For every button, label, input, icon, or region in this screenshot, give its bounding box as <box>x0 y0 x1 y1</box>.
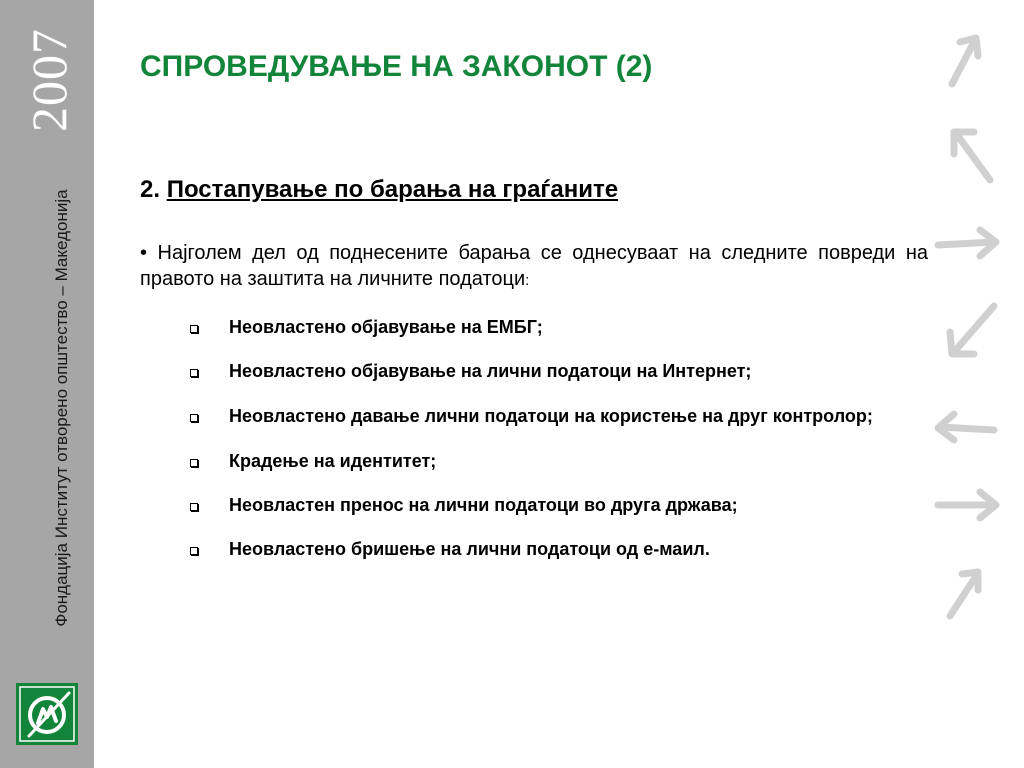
year-label: 2007 <box>21 28 77 132</box>
list-item <box>188 405 928 427</box>
intro-colon: : <box>525 272 530 289</box>
arrow-right-icon <box>938 492 996 518</box>
arrow-left-icon <box>938 414 994 440</box>
square-bullet-icon <box>190 369 198 377</box>
arrow-up-right-icon <box>950 572 978 616</box>
sidebar <box>0 0 94 768</box>
foundation-name: Фондација Институт отворено општество – Македонија <box>52 189 71 627</box>
violations-list <box>188 316 928 560</box>
section-number: 2. <box>140 176 167 203</box>
section-heading-text: Постапување по барања на граѓаните <box>166 176 619 203</box>
list-item-text: Неовластено бришење на лични податоци од е-маил. <box>229 539 710 559</box>
intro-text: Најголем дел од поднесените барања се однесуваат на следните повреди на правото на заштита на личните податоци <box>140 242 929 290</box>
square-bullet-icon <box>190 325 198 333</box>
list-item-text: Неовластено објавување на лични податоци на Интернет; <box>229 361 752 381</box>
list-item-text: Крадење на идентитет; <box>229 451 437 471</box>
arrow-up-left-icon <box>954 132 990 180</box>
square-bullet-icon <box>190 547 198 555</box>
arrow-up-right-icon <box>952 38 978 84</box>
arrow-down-left-icon <box>950 306 994 354</box>
square-bullet-icon <box>190 459 198 467</box>
decorative-arrows <box>928 0 1024 768</box>
list-item-text: Неовластено давање лични податоци на користење на друг контролор; <box>229 406 873 426</box>
section-heading <box>140 176 618 204</box>
list-item <box>188 360 928 382</box>
list-item <box>188 450 928 472</box>
list-item <box>188 316 928 338</box>
slide-title: СПРОВЕДУВАЊЕ НА ЗАКОНОТ (2) <box>140 50 653 83</box>
intro-bullet: • <box>140 242 148 264</box>
list-item <box>188 538 928 560</box>
square-bullet-icon <box>190 414 198 422</box>
list-item-text: Неовластено објавување на ЕМБГ; <box>229 317 543 337</box>
intro-paragraph <box>140 240 928 294</box>
foundation-logo-icon <box>16 683 78 745</box>
list-item <box>188 494 928 516</box>
square-bullet-icon <box>190 503 198 511</box>
list-item-text: Неовластен пренос на лични податоци во друга држава; <box>229 495 738 515</box>
arrow-right-icon <box>938 230 996 256</box>
